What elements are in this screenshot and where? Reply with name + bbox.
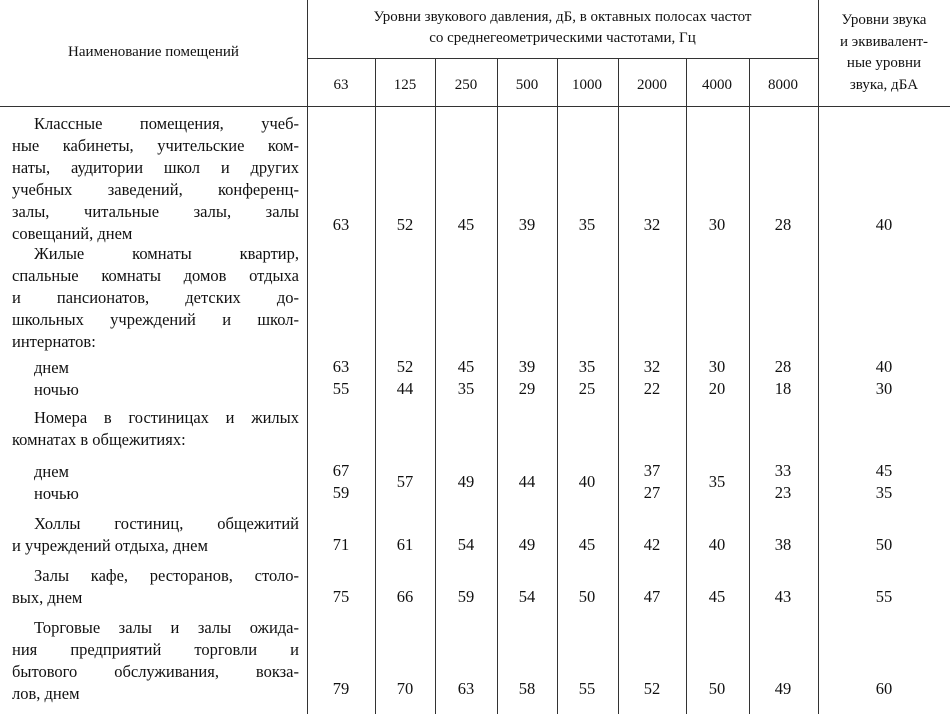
value-cell: 28 <box>774 215 792 234</box>
value-cell: 52 <box>643 679 661 698</box>
level-cell: 50 <box>875 535 893 554</box>
row-name-line: бытового обслуживания, вокза- <box>12 662 299 681</box>
freq-header: 125 <box>393 77 417 93</box>
value-cell: 29 <box>518 379 536 398</box>
value-cell: 27 <box>643 483 661 502</box>
freq-header: 4000 <box>702 77 732 93</box>
value-cell: 70 <box>396 679 414 698</box>
value-cell: 22 <box>643 379 661 398</box>
value-cell: 55 <box>332 379 350 398</box>
row-name <box>12 243 299 353</box>
row-name <box>12 565 299 609</box>
sub-label <box>34 483 234 505</box>
value-cell: 63 <box>332 357 350 376</box>
value-cell: 35 <box>457 379 475 398</box>
col-divider <box>307 0 308 714</box>
row-name-line: лов, днем <box>12 684 80 703</box>
sub-label-text: ночью <box>34 484 79 503</box>
value-cell: 49 <box>774 679 792 698</box>
value-cell: 71 <box>332 535 350 554</box>
row-name-line: и учреждений отдыха, днем <box>12 536 208 555</box>
value-cell: 57 <box>396 472 414 491</box>
value-cell: 39 <box>518 215 536 234</box>
level-cell: 40 <box>875 215 893 234</box>
freq-header: 63 <box>333 77 349 93</box>
value-cell: 18 <box>774 379 792 398</box>
sub-label-text: днем <box>34 462 69 481</box>
row-name-line: ные кабинеты, учительские ком- <box>12 136 299 155</box>
row-name-line: вых, днем <box>12 588 83 607</box>
sub-label <box>34 461 234 483</box>
value-cell: 45 <box>457 357 475 376</box>
row-name-line: спальные комнаты домов отдыха <box>12 266 299 285</box>
value-cell: 45 <box>457 215 475 234</box>
sound-level-header-line: звука, дБA <box>849 76 919 93</box>
row-name-line: школьных учреждений и школ- <box>12 310 299 329</box>
value-cell: 49 <box>457 472 475 491</box>
row-name <box>12 407 299 451</box>
value-cell: 59 <box>457 587 475 606</box>
value-cell: 79 <box>332 679 350 698</box>
value-cell: 44 <box>396 379 414 398</box>
sound-level-header <box>818 10 950 96</box>
value-cell: 50 <box>578 587 596 606</box>
room-name-header: Наименование помещений <box>68 44 239 60</box>
value-cell: 55 <box>578 679 596 698</box>
value-cell: 43 <box>774 587 792 606</box>
value-cell: 49 <box>518 535 536 554</box>
col-divider <box>749 58 750 714</box>
value-cell: 28 <box>774 357 792 376</box>
row-name-line: и пансионатов, детских до- <box>12 288 299 307</box>
value-cell: 23 <box>774 483 792 502</box>
row-name <box>12 113 299 245</box>
col-divider <box>618 58 619 714</box>
level-cell: 40 <box>875 357 893 376</box>
level-cell: 55 <box>875 587 893 606</box>
row-name-line: Номера в гостиницах и жилых <box>34 408 299 427</box>
level-cell: 35 <box>875 483 893 502</box>
value-cell: 63 <box>457 679 475 698</box>
sound-level-header-line: ные уровни <box>846 55 922 71</box>
header-subdivider <box>307 58 818 59</box>
sub-label-text: ночью <box>34 380 79 399</box>
row-name-line: интернатов: <box>12 332 96 351</box>
value-cell: 40 <box>708 535 726 554</box>
value-cell: 20 <box>708 379 726 398</box>
value-cell: 50 <box>708 679 726 698</box>
value-cell: 54 <box>457 535 475 554</box>
sound-pressure-header-line1: Уровни звукового давления, дБ, в октавных полосах частот <box>373 9 752 25</box>
row-name <box>12 513 299 557</box>
freq-header: 8000 <box>768 77 798 93</box>
value-cell: 44 <box>518 472 536 491</box>
freq-header: 500 <box>515 77 539 93</box>
value-cell: 30 <box>708 357 726 376</box>
value-cell: 37 <box>643 461 661 480</box>
header-bottom-rule <box>0 106 950 107</box>
value-cell: 39 <box>518 357 536 376</box>
value-cell: 63 <box>332 215 350 234</box>
value-cell: 66 <box>396 587 414 606</box>
sound-level-header-line: Уровни звука <box>841 12 927 28</box>
value-cell: 25 <box>578 379 596 398</box>
level-cell: 60 <box>875 679 893 698</box>
value-cell: 32 <box>643 357 661 376</box>
freq-header: 250 <box>454 77 478 93</box>
row-name-line: комнатах в общежитиях: <box>12 430 186 449</box>
value-cell: 40 <box>578 472 596 491</box>
level-cell: 45 <box>875 461 893 480</box>
value-cell: 35 <box>708 472 726 491</box>
value-cell: 47 <box>643 587 661 606</box>
value-cell: 59 <box>332 483 350 502</box>
row-name-line: Жилые комнаты квартир, <box>34 244 299 263</box>
value-cell: 38 <box>774 535 792 554</box>
value-cell: 75 <box>332 587 350 606</box>
value-cell: 58 <box>518 679 536 698</box>
freq-header: 1000 <box>572 77 602 93</box>
row-name-line: Залы кафе, ресторанов, столо- <box>34 566 299 585</box>
value-cell: 30 <box>708 215 726 234</box>
value-cell: 35 <box>578 215 596 234</box>
value-cell: 52 <box>396 215 414 234</box>
sound-level-header-line: и эквивалент- <box>839 33 928 50</box>
value-cell: 45 <box>578 535 596 554</box>
sub-label <box>34 357 234 379</box>
row-name-line: учебных заведений, конференц- <box>12 180 299 199</box>
freq-header: 2000 <box>637 77 667 93</box>
value-cell: 52 <box>396 357 414 376</box>
row-name <box>12 617 299 705</box>
value-cell: 61 <box>396 535 414 554</box>
row-name-line: совещаний, днем <box>12 224 133 243</box>
row-name-line: залы, читальные залы, залы <box>12 202 299 221</box>
sub-label <box>34 379 234 401</box>
value-cell: 35 <box>578 357 596 376</box>
row-name-line: Торговые залы и залы ожида- <box>34 618 299 637</box>
value-cell: 32 <box>643 215 661 234</box>
row-name-line: Холлы гостиниц, общежитий <box>34 514 299 533</box>
row-name-line: Классные помещения, учеб- <box>34 114 299 133</box>
row-name-line: ния предприятий торговли и <box>12 640 299 659</box>
sound-pressure-header-line2: со среднегеометрическими частотами, Гц <box>429 30 696 46</box>
row-name-line: наты, аудитории школ и других <box>12 158 299 177</box>
value-cell: 33 <box>774 461 792 480</box>
level-cell: 30 <box>875 379 893 398</box>
sub-label-text: днем <box>34 358 69 377</box>
value-cell: 54 <box>518 587 536 606</box>
value-cell: 67 <box>332 461 350 480</box>
value-cell: 45 <box>708 587 726 606</box>
value-cell: 42 <box>643 535 661 554</box>
